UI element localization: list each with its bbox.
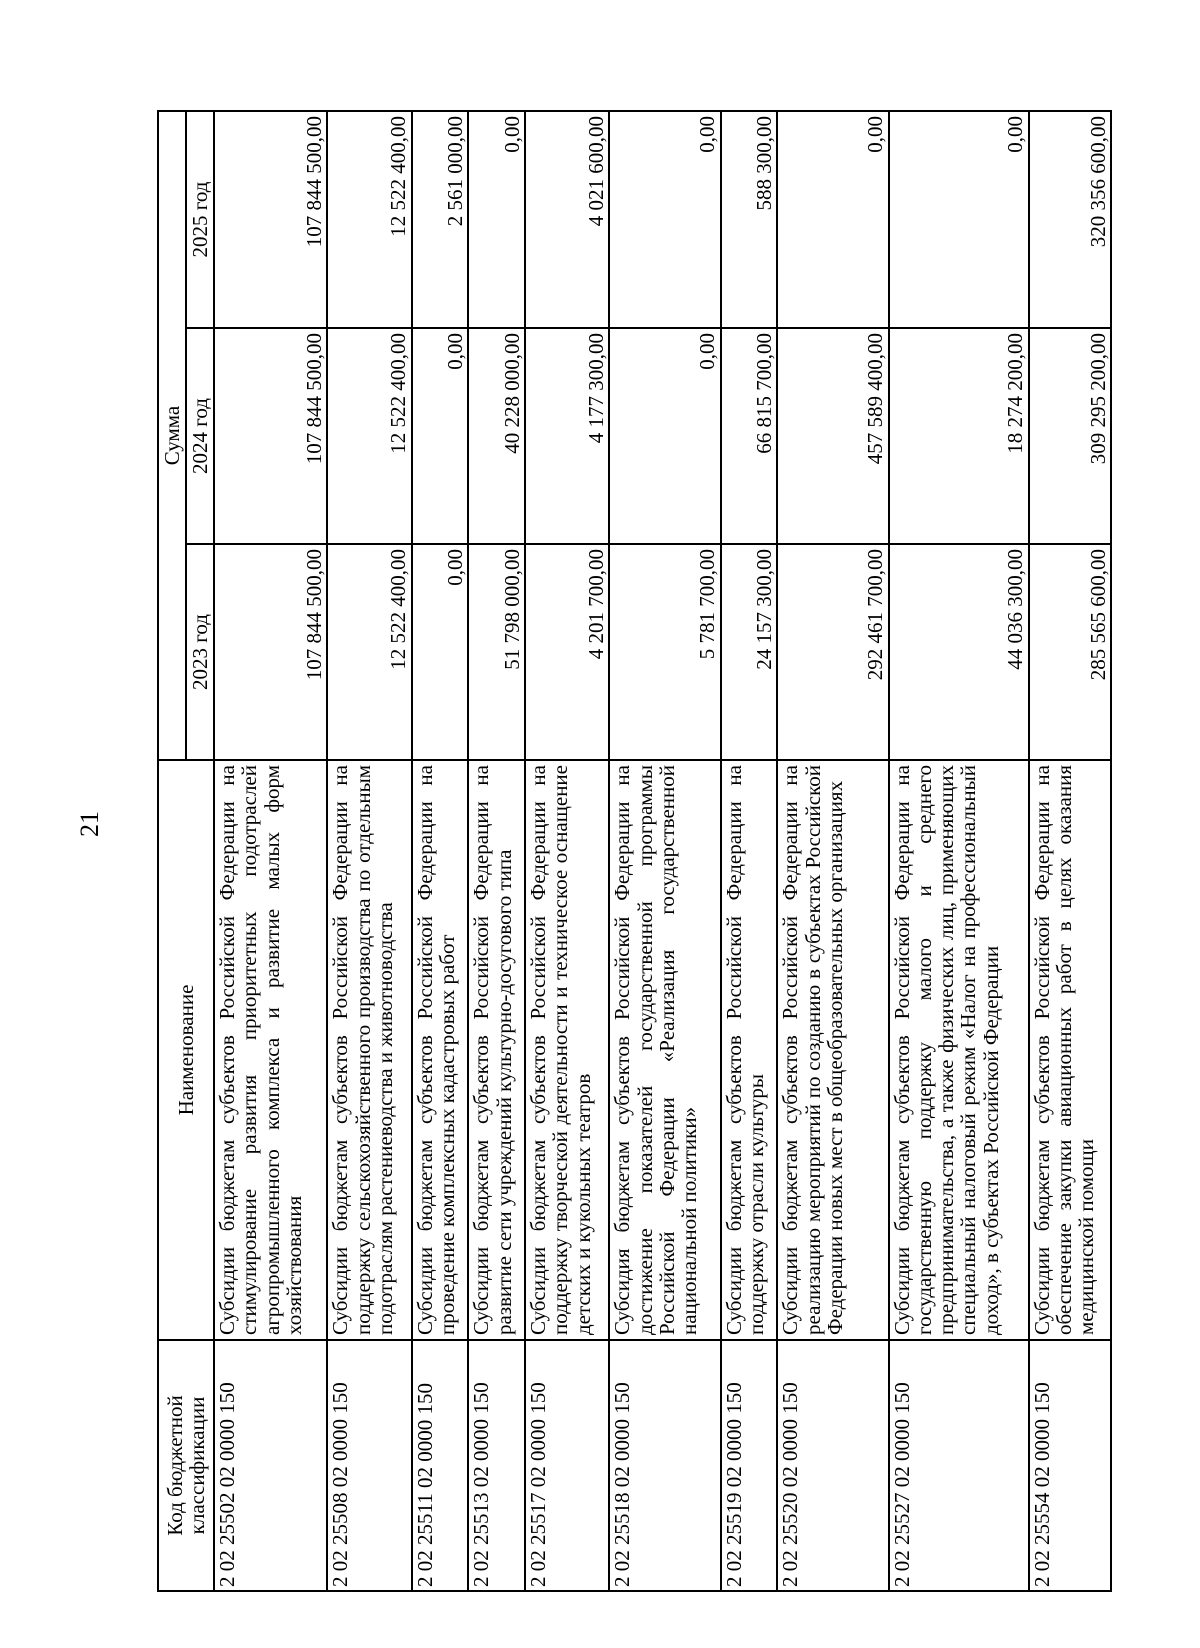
table-row (777, 111, 888, 1591)
row-value-2023: 107 844 500,00 (214, 544, 327, 760)
row-value-2023: 5 781 700,00 (609, 544, 720, 760)
row-value-2025: 0,00 (468, 111, 525, 328)
row-name: Субсидия бюджетам субъектов Российской Федерации на достижение показателей государственной программы Российской Федерации «Реализация государственной национальной политики» (609, 760, 720, 1340)
table-row (525, 111, 609, 1591)
row-value-2024: 66 815 700,00 (721, 328, 778, 544)
row-value-2023: 0,00 (412, 544, 469, 760)
row-value-2024: 0,00 (412, 328, 469, 544)
row-value-2023: 51 798 000,00 (468, 544, 525, 760)
row-value-2024: 12 522 400,00 (327, 328, 411, 544)
row-name: Субсидии бюджетам субъектов Российской Федерации на поддержку отрасли культуры (721, 760, 778, 1340)
row-value-2025: 12 522 400,00 (327, 111, 411, 328)
row-name: Субсидии бюджетам субъектов Российской Федерации на государственную поддержку малого и среднего предпринимательства, а также физических лиц, применяющих специальный налоговый режим «Налог на профессиональный доход», в субъектах Российской Федерации (889, 760, 1029, 1340)
row-name: Субсидии бюджетам субъектов Российской Федерации на стимулирование развития приоритетных подотраслей агропромышленного комплекса и развитие малых форм хозяйствования (214, 760, 327, 1340)
table-row (889, 111, 1029, 1591)
header-year-2024: 2024 год (186, 328, 214, 544)
table-row (412, 111, 469, 1591)
row-value-2025: 0,00 (889, 111, 1029, 328)
row-code: 2 02 25518 02 0000 150 (609, 1340, 720, 1591)
row-value-2025: 588 300,00 (721, 111, 778, 328)
row-code: 2 02 25513 02 0000 150 (468, 1340, 525, 1591)
row-value-2023: 285 565 600,00 (1029, 544, 1111, 760)
row-value-2025: 0,00 (609, 111, 720, 328)
row-code: 2 02 25508 02 0000 150 (327, 1340, 411, 1591)
row-value-2025: 4 021 600,00 (525, 111, 609, 328)
row-name: Субсидии бюджетам субъектов Российской Федерации на проведение комплексных кадастровых работ (412, 760, 469, 1340)
row-code: 2 02 25520 02 0000 150 (777, 1340, 888, 1591)
row-code: 2 02 25517 02 0000 150 (525, 1340, 609, 1591)
row-code: 2 02 25511 02 0000 150 (412, 1340, 469, 1591)
row-name: Субсидии бюджетам субъектов Российской Федерации на развитие сети учреждений культурно-досугового типа (468, 760, 525, 1340)
row-value-2025: 107 844 500,00 (214, 111, 327, 328)
budget-table (157, 110, 1112, 1592)
row-name: Субсидии бюджетам субъектов Российской Федерации на обеспечение закупки авиационных работ в целях оказания медицинской помощи (1029, 760, 1111, 1340)
row-value-2024: 40 228 000,00 (468, 328, 525, 544)
rotated-page-content (157, 112, 1112, 1592)
row-code: 2 02 25527 02 0000 150 (889, 1340, 1029, 1591)
header-name: Наименование (158, 760, 214, 1340)
row-value-2024: 4 177 300,00 (525, 328, 609, 544)
row-value-2024: 457 589 400,00 (777, 328, 888, 544)
page-number-container (70, 0, 110, 1648)
row-value-2024: 18 274 200,00 (889, 328, 1029, 544)
header-code: Код бюджетной классификации (158, 1340, 214, 1591)
row-value-2023: 24 157 300,00 (721, 544, 778, 760)
table-row (1029, 111, 1111, 1591)
row-value-2023: 44 036 300,00 (889, 544, 1029, 760)
row-value-2023: 4 201 700,00 (525, 544, 609, 760)
row-name: Субсидии бюджетам субъектов Российской Федерации на поддержку сельскохозяйственного производства по отдельным подотраслям растениеводства и животноводства (327, 760, 411, 1340)
table-row (721, 111, 778, 1591)
table-row (609, 111, 720, 1591)
row-code: 2 02 25554 02 0000 150 (1029, 1340, 1111, 1591)
page-number: 21 (75, 811, 104, 837)
header-year-2023: 2023 год (186, 544, 214, 760)
row-value-2025: 2 561 000,00 (412, 111, 469, 328)
row-value-2025: 0,00 (777, 111, 888, 328)
row-code: 2 02 25502 02 0000 150 (214, 1340, 327, 1591)
row-value-2025: 320 356 600,00 (1029, 111, 1111, 328)
row-name: Субсидии бюджетам субъектов Российской Федерации на поддержку творческой деятельности и техническое оснащение детских и кукольных театров (525, 760, 609, 1340)
header-year-2025: 2025 год (186, 111, 214, 328)
table-row (468, 111, 525, 1591)
row-code: 2 02 25519 02 0000 150 (721, 1340, 778, 1591)
row-value-2024: 0,00 (609, 328, 720, 544)
row-value-2023: 292 461 700,00 (777, 544, 888, 760)
budget-table-wrapper (157, 112, 1112, 1592)
row-name: Субсидии бюджетам субъектов Российской Федерации на реализацию мероприятий по созданию в субъектах Российской Федерации новых мест в общеобразовательных организациях (777, 760, 888, 1340)
row-value-2023: 12 522 400,00 (327, 544, 411, 760)
table-row (327, 111, 411, 1591)
row-value-2024: 309 295 200,00 (1029, 328, 1111, 544)
header-sum: Сумма (158, 111, 186, 760)
row-value-2024: 107 844 500,00 (214, 328, 327, 544)
table-row (214, 111, 327, 1591)
